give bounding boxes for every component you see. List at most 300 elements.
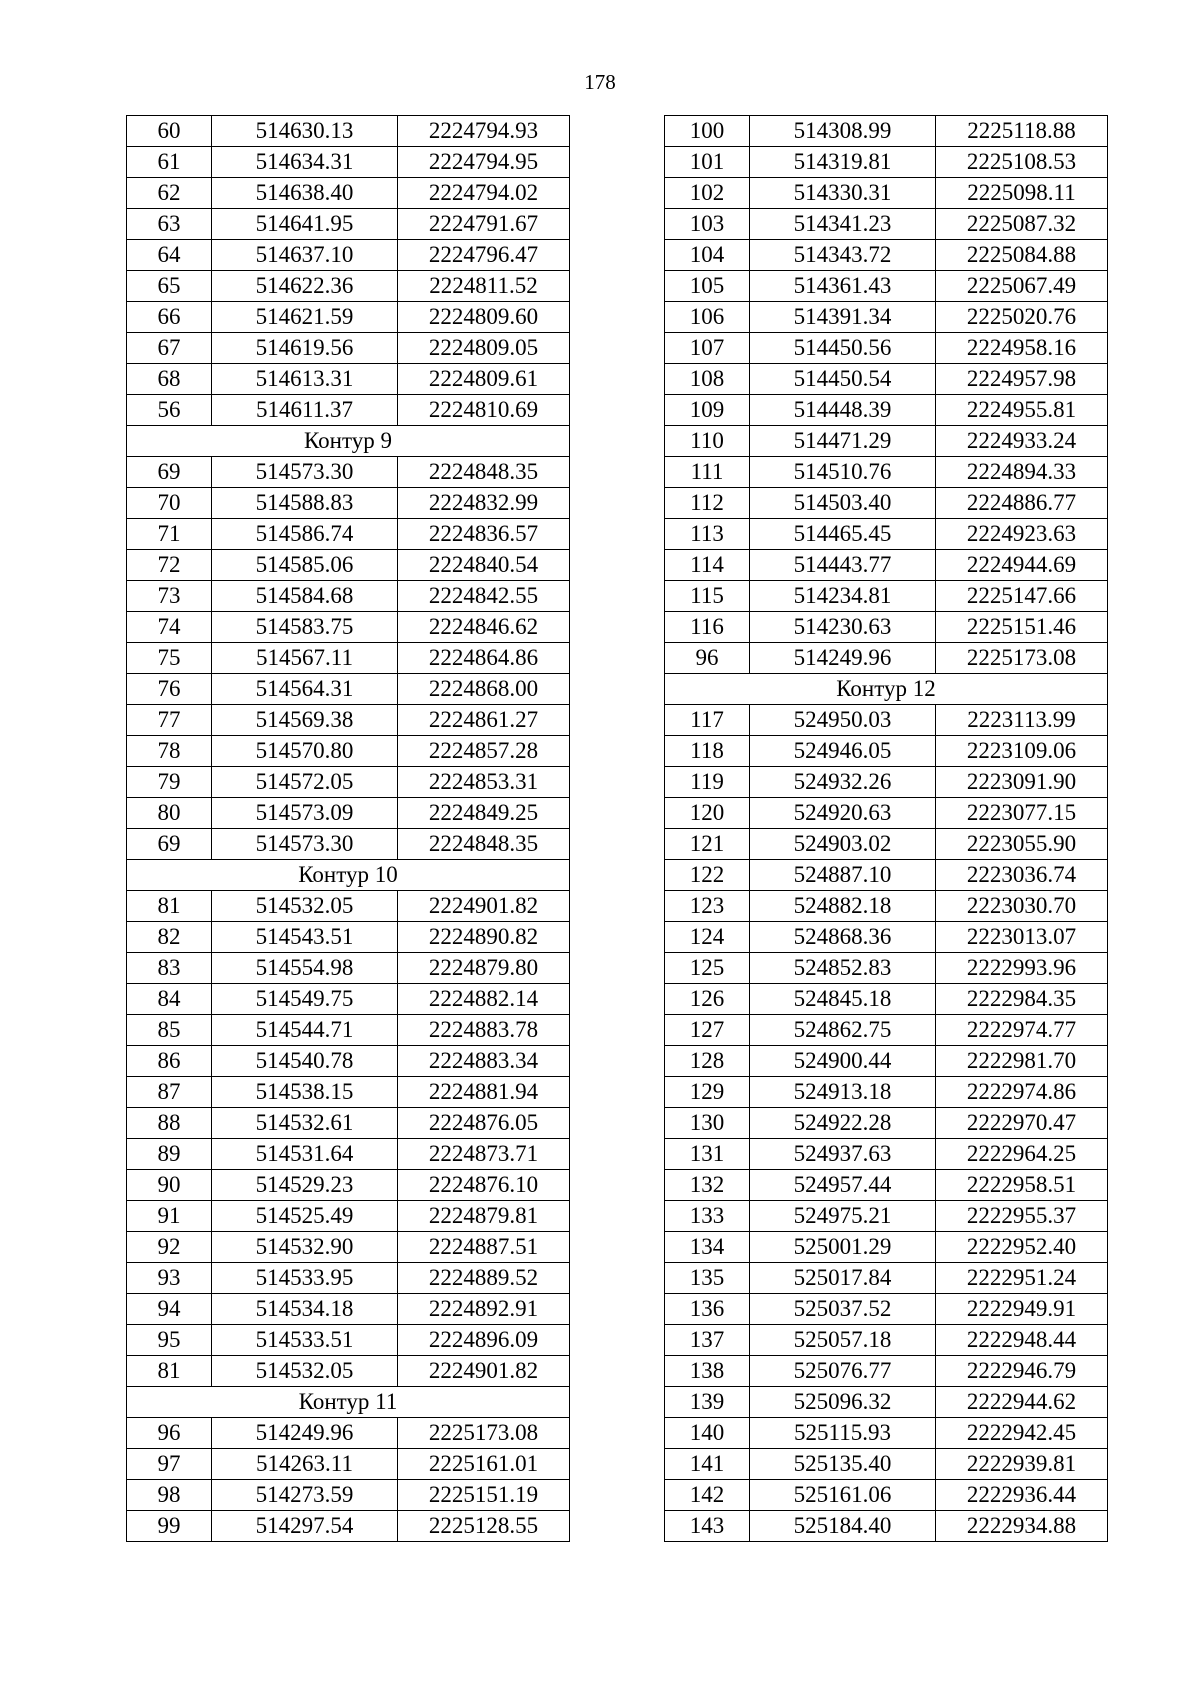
- point-number-cell: 92: [127, 1232, 212, 1263]
- y-coordinate-cell: 2225173.08: [398, 1418, 570, 1449]
- coordinates-table-body: [127, 116, 570, 1542]
- point-number-cell: 66: [127, 302, 212, 333]
- y-coordinate-cell: 2222970.47: [936, 1108, 1108, 1139]
- x-coordinate-cell: 514234.81: [750, 581, 936, 612]
- x-coordinate-cell: 514532.90: [212, 1232, 398, 1263]
- x-coordinate-cell: 514544.71: [212, 1015, 398, 1046]
- x-coordinate-cell: 524868.36: [750, 922, 936, 953]
- table-row: [127, 1015, 570, 1046]
- point-number-cell: 134: [665, 1232, 750, 1263]
- table-row: [127, 1170, 570, 1201]
- x-coordinate-cell: 514540.78: [212, 1046, 398, 1077]
- point-number-cell: 90: [127, 1170, 212, 1201]
- y-coordinate-cell: 2223055.90: [936, 829, 1108, 860]
- y-coordinate-cell: 2224832.99: [398, 488, 570, 519]
- point-number-cell: 69: [127, 457, 212, 488]
- x-coordinate-cell: 514586.74: [212, 519, 398, 550]
- table-row: [665, 519, 1108, 550]
- table-row: [127, 147, 570, 178]
- table-row: [665, 240, 1108, 271]
- table-row: [665, 705, 1108, 736]
- x-coordinate-cell: 514532.61: [212, 1108, 398, 1139]
- point-number-cell: 68: [127, 364, 212, 395]
- x-coordinate-cell: 514263.11: [212, 1449, 398, 1480]
- table-row: [665, 1201, 1108, 1232]
- point-number-cell: 137: [665, 1325, 750, 1356]
- table-row: [665, 1294, 1108, 1325]
- y-coordinate-cell: 2224794.93: [398, 116, 570, 147]
- table-row: [127, 798, 570, 829]
- y-coordinate-cell: 2224944.69: [936, 550, 1108, 581]
- x-coordinate-cell: 514525.49: [212, 1201, 398, 1232]
- x-coordinate-cell: 525115.93: [750, 1418, 936, 1449]
- y-coordinate-cell: 2222974.86: [936, 1077, 1108, 1108]
- x-coordinate-cell: 514634.31: [212, 147, 398, 178]
- y-coordinate-cell: 2222946.79: [936, 1356, 1108, 1387]
- y-coordinate-cell: 2224840.54: [398, 550, 570, 581]
- section-title: Контур 12: [665, 674, 1108, 705]
- table-row: [127, 891, 570, 922]
- x-coordinate-cell: 524946.05: [750, 736, 936, 767]
- x-coordinate-cell: 525001.29: [750, 1232, 936, 1263]
- x-coordinate-cell: 514630.13: [212, 116, 398, 147]
- point-number-cell: 81: [127, 1356, 212, 1387]
- y-coordinate-cell: 2223109.06: [936, 736, 1108, 767]
- point-number-cell: 110: [665, 426, 750, 457]
- x-coordinate-cell: 514330.31: [750, 178, 936, 209]
- table-row: [665, 395, 1108, 426]
- x-coordinate-cell: 514572.05: [212, 767, 398, 798]
- y-coordinate-cell: 2224809.60: [398, 302, 570, 333]
- point-number-cell: 82: [127, 922, 212, 953]
- x-coordinate-cell: 514308.99: [750, 116, 936, 147]
- point-number-cell: 78: [127, 736, 212, 767]
- y-coordinate-cell: 2224811.52: [398, 271, 570, 302]
- y-coordinate-cell: 2224896.09: [398, 1325, 570, 1356]
- x-coordinate-cell: 514573.09: [212, 798, 398, 829]
- y-coordinate-cell: 2222993.96: [936, 953, 1108, 984]
- point-number-cell: 128: [665, 1046, 750, 1077]
- point-number-cell: 91: [127, 1201, 212, 1232]
- table-row: [127, 674, 570, 705]
- table-row: [665, 860, 1108, 891]
- table-row: [127, 1139, 570, 1170]
- point-number-cell: 80: [127, 798, 212, 829]
- x-coordinate-cell: 524975.21: [750, 1201, 936, 1232]
- point-number-cell: 96: [665, 643, 750, 674]
- table-row: [665, 829, 1108, 860]
- y-coordinate-cell: 2224857.28: [398, 736, 570, 767]
- section-header-row: [127, 1387, 570, 1418]
- y-coordinate-cell: 2224846.62: [398, 612, 570, 643]
- y-coordinate-cell: 2224849.25: [398, 798, 570, 829]
- y-coordinate-cell: 2225067.49: [936, 271, 1108, 302]
- point-number-cell: 74: [127, 612, 212, 643]
- table-row: [127, 1046, 570, 1077]
- x-coordinate-cell: 514443.77: [750, 550, 936, 581]
- point-number-cell: 143: [665, 1511, 750, 1542]
- y-coordinate-cell: 2224842.55: [398, 581, 570, 612]
- point-number-cell: 133: [665, 1201, 750, 1232]
- y-coordinate-cell: 2224848.35: [398, 829, 570, 860]
- section-header-row: [665, 674, 1108, 705]
- y-coordinate-cell: 2224890.82: [398, 922, 570, 953]
- table-row: [127, 1077, 570, 1108]
- table-row: [127, 1325, 570, 1356]
- point-number-cell: 103: [665, 209, 750, 240]
- x-coordinate-cell: 514273.59: [212, 1480, 398, 1511]
- y-coordinate-cell: 2223113.99: [936, 705, 1108, 736]
- table-row: [127, 767, 570, 798]
- x-coordinate-cell: 514510.76: [750, 457, 936, 488]
- table-row: [665, 984, 1108, 1015]
- table-row: [127, 364, 570, 395]
- point-number-cell: 70: [127, 488, 212, 519]
- table-row: [665, 612, 1108, 643]
- point-number-cell: 83: [127, 953, 212, 984]
- section-header-row: [127, 860, 570, 891]
- table-row: [127, 953, 570, 984]
- table-row: [127, 457, 570, 488]
- y-coordinate-cell: 2224901.82: [398, 1356, 570, 1387]
- table-row: [665, 1387, 1108, 1418]
- table-row: [665, 1325, 1108, 1356]
- table-row: [127, 333, 570, 364]
- x-coordinate-cell: 514361.43: [750, 271, 936, 302]
- table-row: [665, 1139, 1108, 1170]
- table-row: [665, 581, 1108, 612]
- y-coordinate-cell: 2222955.37: [936, 1201, 1108, 1232]
- x-coordinate-cell: 514641.95: [212, 209, 398, 240]
- point-number-cell: 105: [665, 271, 750, 302]
- table-row: [127, 612, 570, 643]
- table-row: [127, 736, 570, 767]
- point-number-cell: 116: [665, 612, 750, 643]
- y-coordinate-cell: 2225020.76: [936, 302, 1108, 333]
- table-row: [665, 488, 1108, 519]
- table-row: [665, 1418, 1108, 1449]
- y-coordinate-cell: 2222934.88: [936, 1511, 1108, 1542]
- x-coordinate-cell: 524852.83: [750, 953, 936, 984]
- point-number-cell: 138: [665, 1356, 750, 1387]
- point-number-cell: 111: [665, 457, 750, 488]
- x-coordinate-cell: 514343.72: [750, 240, 936, 271]
- table-row: [665, 426, 1108, 457]
- x-coordinate-cell: 525037.52: [750, 1294, 936, 1325]
- point-number-cell: 140: [665, 1418, 750, 1449]
- x-coordinate-cell: 514637.10: [212, 240, 398, 271]
- point-number-cell: 104: [665, 240, 750, 271]
- table-row: [665, 1046, 1108, 1077]
- table-row: [127, 1108, 570, 1139]
- point-number-cell: 95: [127, 1325, 212, 1356]
- x-coordinate-cell: 514583.75: [212, 612, 398, 643]
- point-number-cell: 101: [665, 147, 750, 178]
- point-number-cell: 89: [127, 1139, 212, 1170]
- point-number-cell: 120: [665, 798, 750, 829]
- point-number-cell: 62: [127, 178, 212, 209]
- point-number-cell: 79: [127, 767, 212, 798]
- table-row: [127, 240, 570, 271]
- point-number-cell: 60: [127, 116, 212, 147]
- x-coordinate-cell: 525017.84: [750, 1263, 936, 1294]
- y-coordinate-cell: 2224894.33: [936, 457, 1108, 488]
- x-coordinate-cell: 514573.30: [212, 829, 398, 860]
- point-number-cell: 65: [127, 271, 212, 302]
- y-coordinate-cell: 2222948.44: [936, 1325, 1108, 1356]
- point-number-cell: 119: [665, 767, 750, 798]
- table-row: [127, 581, 570, 612]
- point-number-cell: 141: [665, 1449, 750, 1480]
- x-coordinate-cell: 514532.05: [212, 891, 398, 922]
- table-row: [665, 147, 1108, 178]
- table-row: [665, 1015, 1108, 1046]
- point-number-cell: 136: [665, 1294, 750, 1325]
- x-coordinate-cell: 524913.18: [750, 1077, 936, 1108]
- y-coordinate-cell: 2223077.15: [936, 798, 1108, 829]
- y-coordinate-cell: 2224796.47: [398, 240, 570, 271]
- y-coordinate-cell: 2225173.08: [936, 643, 1108, 674]
- table-row: [665, 798, 1108, 829]
- point-number-cell: 100: [665, 116, 750, 147]
- y-coordinate-cell: 2224868.00: [398, 674, 570, 705]
- y-coordinate-cell: 2222984.35: [936, 984, 1108, 1015]
- y-coordinate-cell: 2224879.81: [398, 1201, 570, 1232]
- y-coordinate-cell: 2222936.44: [936, 1480, 1108, 1511]
- table-row: [665, 1108, 1108, 1139]
- y-coordinate-cell: 2224892.91: [398, 1294, 570, 1325]
- x-coordinate-cell: 524932.26: [750, 767, 936, 798]
- section-title: Контур 9: [127, 426, 570, 457]
- y-coordinate-cell: 2224794.02: [398, 178, 570, 209]
- table-row: [127, 519, 570, 550]
- x-coordinate-cell: 514319.81: [750, 147, 936, 178]
- table-row: [665, 1077, 1108, 1108]
- x-coordinate-cell: 524920.63: [750, 798, 936, 829]
- y-coordinate-cell: 2224879.80: [398, 953, 570, 984]
- y-coordinate-cell: 2222949.91: [936, 1294, 1108, 1325]
- table-row: [665, 271, 1108, 302]
- x-coordinate-cell: 524922.28: [750, 1108, 936, 1139]
- y-coordinate-cell: 2223030.70: [936, 891, 1108, 922]
- y-coordinate-cell: 2224901.82: [398, 891, 570, 922]
- x-coordinate-cell: 514533.51: [212, 1325, 398, 1356]
- table-row: [665, 643, 1108, 674]
- point-number-cell: 87: [127, 1077, 212, 1108]
- x-coordinate-cell: 524957.44: [750, 1170, 936, 1201]
- x-coordinate-cell: 514619.56: [212, 333, 398, 364]
- x-coordinate-cell: 514549.75: [212, 984, 398, 1015]
- point-number-cell: 63: [127, 209, 212, 240]
- point-number-cell: 56: [127, 395, 212, 426]
- y-coordinate-cell: 2222952.40: [936, 1232, 1108, 1263]
- table-row: [127, 395, 570, 426]
- y-coordinate-cell: 2224882.14: [398, 984, 570, 1015]
- y-coordinate-cell: 2225084.88: [936, 240, 1108, 271]
- x-coordinate-cell: 514538.15: [212, 1077, 398, 1108]
- point-number-cell: 69: [127, 829, 212, 860]
- x-coordinate-cell: 524862.75: [750, 1015, 936, 1046]
- x-coordinate-cell: 514585.06: [212, 550, 398, 581]
- table-row: [127, 488, 570, 519]
- x-coordinate-cell: 514554.98: [212, 953, 398, 984]
- point-number-cell: 98: [127, 1480, 212, 1511]
- y-coordinate-cell: 2225151.19: [398, 1480, 570, 1511]
- y-coordinate-cell: 2224876.10: [398, 1170, 570, 1201]
- table-row: [127, 1232, 570, 1263]
- table-row: [665, 891, 1108, 922]
- point-number-cell: 117: [665, 705, 750, 736]
- table-row: [127, 1480, 570, 1511]
- table-row: [127, 302, 570, 333]
- x-coordinate-cell: 514543.51: [212, 922, 398, 953]
- x-coordinate-cell: 514465.45: [750, 519, 936, 550]
- y-coordinate-cell: 2222958.51: [936, 1170, 1108, 1201]
- point-number-cell: 127: [665, 1015, 750, 1046]
- point-number-cell: 96: [127, 1418, 212, 1449]
- y-coordinate-cell: 2224848.35: [398, 457, 570, 488]
- y-coordinate-cell: 2225161.01: [398, 1449, 570, 1480]
- point-number-cell: 61: [127, 147, 212, 178]
- y-coordinate-cell: 2225108.53: [936, 147, 1108, 178]
- table-row: [665, 1511, 1108, 1542]
- y-coordinate-cell: 2222981.70: [936, 1046, 1108, 1077]
- x-coordinate-cell: 514450.56: [750, 333, 936, 364]
- x-coordinate-cell: 514570.80: [212, 736, 398, 767]
- y-coordinate-cell: 2223091.90: [936, 767, 1108, 798]
- table-row: [665, 736, 1108, 767]
- x-coordinate-cell: 514621.59: [212, 302, 398, 333]
- x-coordinate-cell: 514534.18: [212, 1294, 398, 1325]
- point-number-cell: 132: [665, 1170, 750, 1201]
- x-coordinate-cell: 514622.36: [212, 271, 398, 302]
- x-coordinate-cell: 514588.83: [212, 488, 398, 519]
- table-row: [127, 1418, 570, 1449]
- y-coordinate-cell: 2224836.57: [398, 519, 570, 550]
- y-coordinate-cell: 2224881.94: [398, 1077, 570, 1108]
- point-number-cell: 84: [127, 984, 212, 1015]
- point-number-cell: 71: [127, 519, 212, 550]
- point-number-cell: 102: [665, 178, 750, 209]
- y-coordinate-cell: 2224955.81: [936, 395, 1108, 426]
- x-coordinate-cell: 514249.96: [212, 1418, 398, 1449]
- page-number: 178: [584, 70, 616, 94]
- x-coordinate-cell: 514448.39: [750, 395, 936, 426]
- table-row: [127, 116, 570, 147]
- coordinates-table-right: [664, 115, 1108, 1542]
- section-header-row: [127, 426, 570, 457]
- y-coordinate-cell: 2223013.07: [936, 922, 1108, 953]
- point-number-cell: 129: [665, 1077, 750, 1108]
- x-coordinate-cell: 514450.54: [750, 364, 936, 395]
- point-number-cell: 72: [127, 550, 212, 581]
- point-number-cell: 112: [665, 488, 750, 519]
- table-row: [665, 302, 1108, 333]
- x-coordinate-cell: 524887.10: [750, 860, 936, 891]
- x-coordinate-cell: 514532.05: [212, 1356, 398, 1387]
- coordinates-table-left: [126, 115, 570, 1542]
- table-row: [127, 178, 570, 209]
- y-coordinate-cell: 2224873.71: [398, 1139, 570, 1170]
- table-row: [127, 922, 570, 953]
- point-number-cell: 126: [665, 984, 750, 1015]
- x-coordinate-cell: 524903.02: [750, 829, 936, 860]
- x-coordinate-cell: 514297.54: [212, 1511, 398, 1542]
- y-coordinate-cell: 2225147.66: [936, 581, 1108, 612]
- y-coordinate-cell: 2224876.05: [398, 1108, 570, 1139]
- y-coordinate-cell: 2224794.95: [398, 147, 570, 178]
- x-coordinate-cell: 524950.03: [750, 705, 936, 736]
- point-number-cell: 130: [665, 1108, 750, 1139]
- table-row: [665, 209, 1108, 240]
- y-coordinate-cell: 2224853.31: [398, 767, 570, 798]
- table-row: [665, 1170, 1108, 1201]
- x-coordinate-cell: 525076.77: [750, 1356, 936, 1387]
- table-row: [127, 643, 570, 674]
- point-number-cell: 124: [665, 922, 750, 953]
- y-coordinate-cell: 2224886.77: [936, 488, 1108, 519]
- point-number-cell: 86: [127, 1046, 212, 1077]
- point-number-cell: 109: [665, 395, 750, 426]
- point-number-cell: 99: [127, 1511, 212, 1542]
- point-number-cell: 107: [665, 333, 750, 364]
- y-coordinate-cell: 2222964.25: [936, 1139, 1108, 1170]
- point-number-cell: 123: [665, 891, 750, 922]
- point-number-cell: 73: [127, 581, 212, 612]
- table-row: [665, 1449, 1108, 1480]
- point-number-cell: 142: [665, 1480, 750, 1511]
- y-coordinate-cell: 2222942.45: [936, 1418, 1108, 1449]
- x-coordinate-cell: 525161.06: [750, 1480, 936, 1511]
- point-number-cell: 75: [127, 643, 212, 674]
- x-coordinate-cell: 514584.68: [212, 581, 398, 612]
- point-number-cell: 113: [665, 519, 750, 550]
- x-coordinate-cell: 524900.44: [750, 1046, 936, 1077]
- x-coordinate-cell: 525184.40: [750, 1511, 936, 1542]
- point-number-cell: 76: [127, 674, 212, 705]
- table-row: [665, 550, 1108, 581]
- table-row: [127, 1294, 570, 1325]
- section-title: Контур 11: [127, 1387, 570, 1418]
- y-coordinate-cell: 2224791.67: [398, 209, 570, 240]
- x-coordinate-cell: 514471.29: [750, 426, 936, 457]
- table-row: [127, 271, 570, 302]
- y-coordinate-cell: 2224889.52: [398, 1263, 570, 1294]
- table-row: [127, 705, 570, 736]
- table-row: [127, 1511, 570, 1542]
- table-row: [665, 178, 1108, 209]
- table-row: [665, 1356, 1108, 1387]
- table-row: [127, 984, 570, 1015]
- point-number-cell: 85: [127, 1015, 212, 1046]
- table-row: [127, 209, 570, 240]
- x-coordinate-cell: 514611.37: [212, 395, 398, 426]
- table-row: [665, 767, 1108, 798]
- x-coordinate-cell: 514391.34: [750, 302, 936, 333]
- table-row: [665, 333, 1108, 364]
- table-row: [127, 550, 570, 581]
- x-coordinate-cell: 525096.32: [750, 1387, 936, 1418]
- y-coordinate-cell: 2224923.63: [936, 519, 1108, 550]
- point-number-cell: 67: [127, 333, 212, 364]
- point-number-cell: 139: [665, 1387, 750, 1418]
- point-number-cell: 77: [127, 705, 212, 736]
- x-coordinate-cell: 514567.11: [212, 643, 398, 674]
- y-coordinate-cell: 2225118.88: [936, 116, 1108, 147]
- x-coordinate-cell: 514569.38: [212, 705, 398, 736]
- table-row: [127, 829, 570, 860]
- x-coordinate-cell: 514531.64: [212, 1139, 398, 1170]
